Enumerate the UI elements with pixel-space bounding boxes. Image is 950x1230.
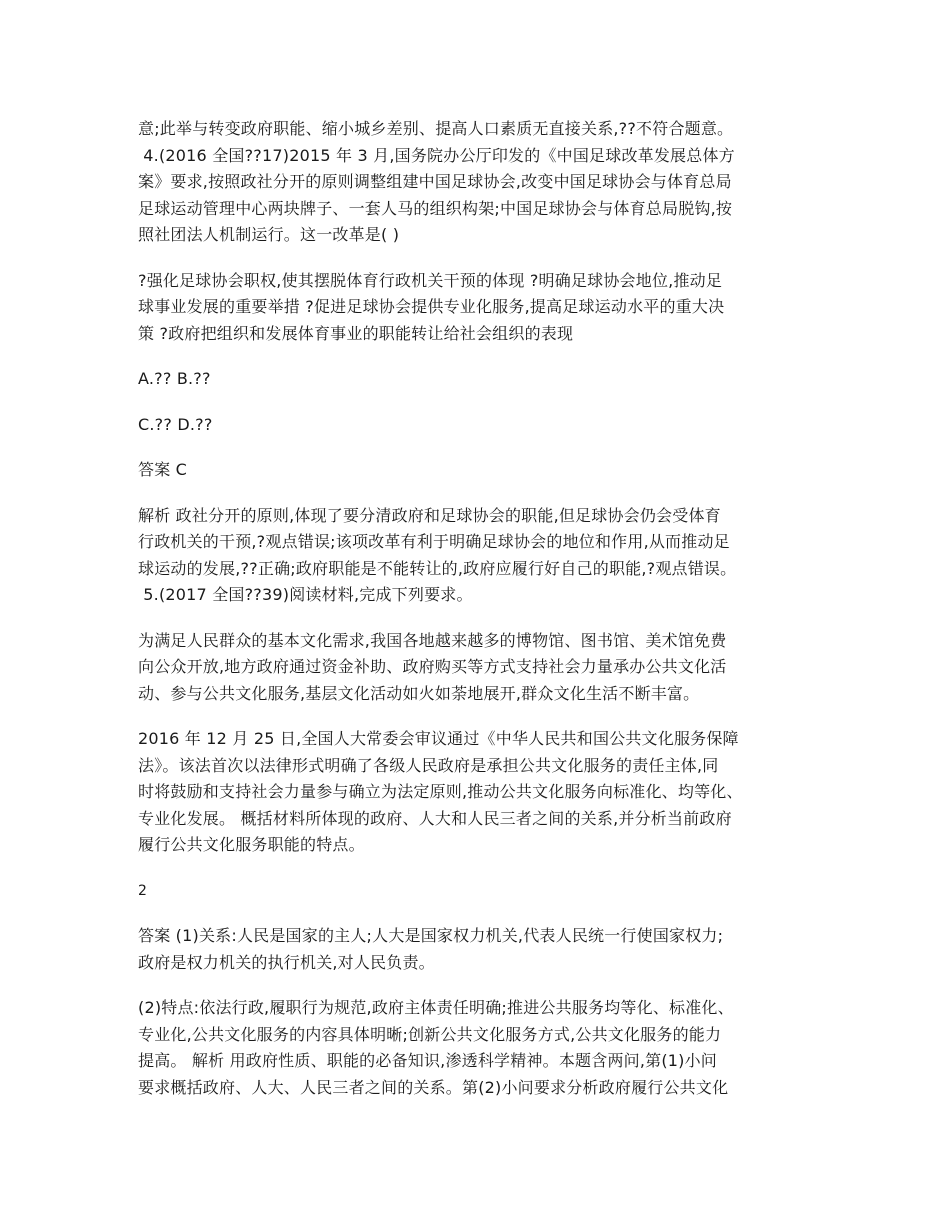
text-line: 要求概括政府、人大、人民三者之间的关系。第(2)小问要求分析政府履行公共文化 bbox=[138, 1077, 729, 1097]
material-paragraph-1 bbox=[138, 628, 818, 708]
text-line: 答案 (1)关系:人民是国家的主人;人大是国家权力机关,代表人民统一行使国家权力; bbox=[138, 926, 724, 945]
text-line: 球事业发展的重要举措 ?促进足球协会提供专业化服务,提高足球运动水平的重大决 bbox=[138, 297, 725, 316]
text-line: 5.(2017 全国??39)阅读材料,完成下列要求。 bbox=[138, 585, 473, 604]
document-page bbox=[138, 116, 818, 1101]
text-line: 动、参与公共文化服务,基层文化活动如火如荼地展开,群众文化生活不断丰富。 bbox=[138, 683, 700, 703]
text-line: 2 bbox=[138, 882, 148, 899]
text-line: 照社团法人机制运行。这一改革是( ) bbox=[138, 225, 400, 244]
answer-q5-part1 bbox=[138, 923, 818, 976]
page-number bbox=[138, 878, 818, 905]
paragraph-q4-options bbox=[138, 268, 818, 348]
text-line: A.?? B.?? bbox=[138, 369, 211, 388]
text-line: 解析 政社分开的原则,体现了要分清政府和足球协会的职能,但足球协会仍会受体育 bbox=[138, 505, 721, 525]
text-line: 球运动的发展,??正确;政府职能是不能转让的,政府应履行好自己的职能,?观点错误。 bbox=[138, 558, 737, 578]
text-line: 履行公共文化服务职能的特点。 bbox=[138, 835, 365, 854]
material-paragraph-2 bbox=[138, 726, 818, 859]
text-line: (2)特点:依法行政,履职行为规范,政府主体责任明确;推进公共服务均等化、标准化、 bbox=[138, 998, 734, 1017]
text-line: 案》要求,按照政社分开的原则调整组建中国足球协会,改变中国足球协会与体育总局 bbox=[138, 172, 732, 191]
text-line: 4.(2016 全国??17)2015 年 3 月,国务院办公厅印发的《中国足球改革发展总体方 bbox=[138, 145, 735, 165]
choice-ab bbox=[138, 366, 818, 393]
text-line: 专业化发展。 概括材料所体现的政府、人大和人民三者之间的关系,并分析当前政府 bbox=[138, 808, 732, 828]
text-line: C.?? D.?? bbox=[138, 414, 213, 434]
analysis-q4 bbox=[138, 503, 818, 609]
paragraph-q4-intro bbox=[138, 116, 818, 249]
answer-q5-part2 bbox=[138, 995, 818, 1101]
text-line: 为满足人民群众的基本文化需求,我国各地越来越多的博物馆、图书馆、美术馆免费 bbox=[138, 630, 727, 650]
choice-cd bbox=[138, 412, 818, 439]
text-line: 法》。该法首次以法律形式明确了各级人民政府是承担公共文化服务的责任主体,同 bbox=[138, 755, 719, 775]
answer-q4 bbox=[138, 457, 818, 484]
text-line: 策 ?政府把组织和发展体育事业的职能转让给社会组织的表现 bbox=[138, 323, 574, 343]
text-line: 2016 年 12 月 25 日,全国人大常委会审议通过《中华人民共和国公共文化服务保障 bbox=[138, 729, 739, 748]
text-line: 政府是权力机关的执行机关,对人民负责。 bbox=[138, 952, 435, 972]
text-line: 时将鼓励和支持社会力量参与确立为法定原则,推动公共文化服务向标准化、均等化、 bbox=[138, 782, 743, 801]
text-line: 答案 C bbox=[138, 460, 188, 479]
text-line: 足球运动管理中心两块牌子、一套人马的组织构架;中国足球协会与体育总局脱钩,按 bbox=[138, 198, 733, 218]
text-line: ?强化足球协会职权,使其摆脱体育行政机关干预的体现 ?明确足球协会地位,推动足 bbox=[138, 270, 723, 290]
text-line: 意;此举与转变政府职能、缩小城乡差别、提高人口素质无直接关系,??不符合题意。 bbox=[138, 119, 734, 138]
text-line: 提高。 解析 用政府性质、职能的必备知识,渗透科学精神。本题含两问,第(1)小问 bbox=[138, 1051, 718, 1070]
text-line: 向公众开放,地方政府通过资金补助、政府购买等方式支持社会力量承办公共文化活 bbox=[138, 657, 727, 676]
text-line: 专业化,公共文化服务的内容具体明晰;创新公共文化服务方式,公共文化服务的能力 bbox=[138, 1024, 722, 1044]
text-line: 行政机关的干预,?观点错误;该项改革有利于明确足球协会的地位和作用,从而推动足 bbox=[138, 532, 730, 551]
